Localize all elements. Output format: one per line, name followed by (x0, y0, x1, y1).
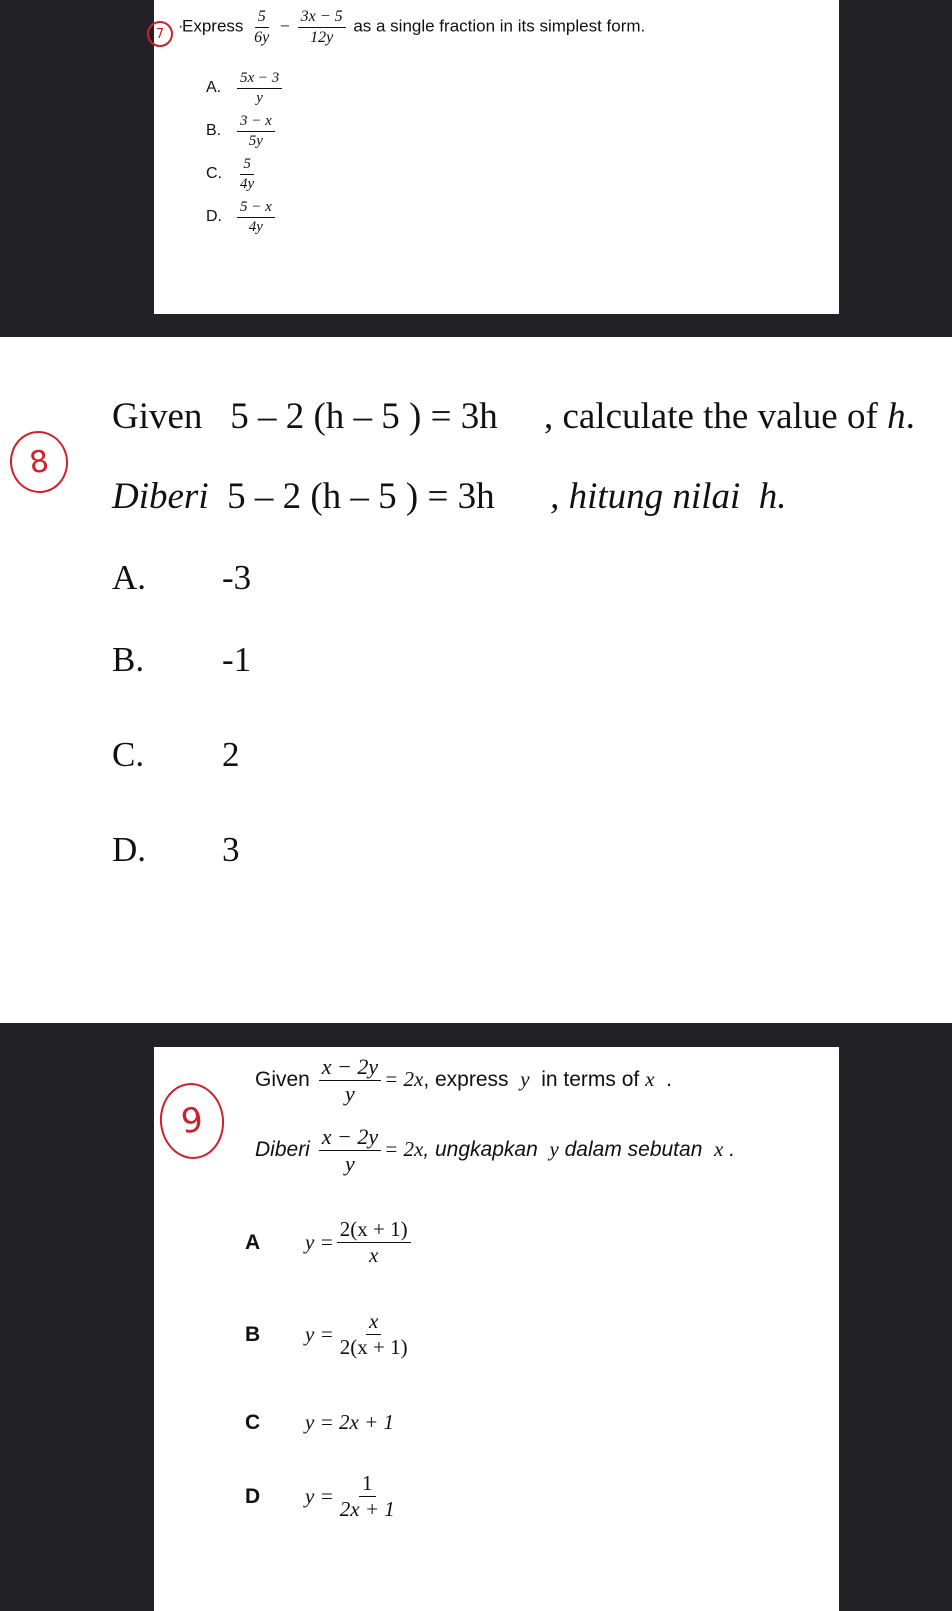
variable-h: h (887, 396, 906, 437)
option-lhs: y = 2x + 1 (305, 1410, 394, 1434)
q8-option-d[interactable] (112, 830, 240, 870)
variable-y: y (549, 1137, 559, 1162)
denominator: y (256, 89, 263, 106)
stem-text: , express (423, 1068, 509, 1092)
variable-x: x (714, 1137, 724, 1162)
question-8-number: 8 (27, 443, 51, 481)
numerator: 5 (240, 156, 254, 175)
question-8-panel (0, 337, 952, 1023)
stem-text: as a single fraction in its simplest form. (353, 16, 646, 36)
option-fraction (337, 1218, 411, 1267)
q8-stem-english (112, 395, 915, 438)
stem-fraction (319, 1125, 381, 1176)
numerator: x − 2y (319, 1055, 381, 1081)
numerator: 3 − x (237, 113, 275, 132)
numerator: x (366, 1310, 381, 1335)
q7-option-d[interactable] (206, 199, 278, 235)
option-fraction (337, 1310, 411, 1359)
question-7-number: 7 (155, 26, 165, 42)
q9-option-d[interactable] (245, 1472, 401, 1521)
option-label: B (245, 1322, 261, 1346)
denominator: x (369, 1243, 379, 1268)
variable-y: y (520, 1067, 530, 1092)
question-7-stem (182, 8, 645, 46)
stem-text: dalam sebutan (564, 1138, 703, 1162)
variable-x: x (645, 1067, 655, 1092)
option-value: 3 (222, 830, 240, 869)
q8-option-b[interactable] (112, 640, 251, 680)
q9-option-a[interactable] (245, 1218, 414, 1267)
denominator: 2x + 1 (339, 1497, 395, 1522)
denominator: 5y (248, 132, 263, 149)
option-fraction (337, 1472, 398, 1521)
fraction-3x-5-over-12y (298, 8, 346, 46)
fraction-5-over-6y (251, 8, 272, 46)
denominator: y (345, 1081, 355, 1107)
stem-text: , calculate the value of (543, 396, 878, 437)
q9-stem-english (255, 1055, 672, 1106)
denominator: 6y (254, 28, 270, 46)
q8-stem-malay (112, 475, 787, 518)
option-lhs: y = (305, 1484, 334, 1509)
q8-option-a[interactable] (112, 558, 251, 598)
option-value: -1 (222, 640, 252, 679)
equation: 5 – 2 (h – 5 ) = 3h (227, 476, 495, 517)
option-label: C (245, 1410, 261, 1434)
question-7-number-circle (147, 21, 173, 47)
stem-text: , ungkapkan (423, 1138, 538, 1162)
period: . (729, 1138, 736, 1162)
option-fraction (237, 70, 282, 106)
q7-option-b[interactable] (206, 113, 278, 149)
q9-option-c[interactable] (245, 1410, 394, 1435)
denominator: 12y (310, 28, 334, 46)
option-value: 2 (222, 735, 240, 774)
option-label: B. (206, 122, 222, 139)
given-word: Given (112, 396, 203, 437)
option-label: C. (112, 735, 145, 774)
stem-text: Express (182, 16, 244, 36)
option-fraction (237, 113, 275, 149)
stem-text: in terms of (541, 1068, 640, 1092)
option-label: B. (112, 640, 145, 679)
option-label: D. (112, 830, 147, 869)
option-label: A (245, 1230, 261, 1254)
numerator: 5 − x (237, 199, 275, 218)
variable-h: h (758, 476, 778, 517)
option-label: A. (206, 79, 222, 96)
stem-fraction (319, 1055, 381, 1106)
equation-rhs: = 2x (384, 1137, 424, 1162)
given-word: Given (255, 1068, 310, 1092)
q9-option-b[interactable] (245, 1310, 414, 1359)
denominator: 4y (240, 175, 255, 192)
option-label: A. (112, 558, 147, 597)
numerator: 1 (359, 1472, 376, 1497)
option-label: C. (206, 165, 222, 182)
numerator: 3x − 5 (298, 8, 346, 28)
given-word: Diberi (112, 476, 209, 517)
numerator: 5 (255, 8, 269, 28)
denominator: 4y (248, 218, 263, 235)
denominator: 2(x + 1) (339, 1335, 408, 1360)
equation-rhs: = 2x (384, 1067, 424, 1092)
q9-stem-malay (255, 1125, 735, 1176)
equation: 5 – 2 (h – 5 ) = 3h (230, 396, 498, 437)
question-9-number: 9 (179, 1099, 205, 1143)
option-lhs: y = (305, 1322, 334, 1347)
q7-option-a[interactable] (206, 70, 285, 106)
period: . (777, 476, 787, 517)
numerator: 5x − 3 (237, 70, 282, 89)
option-value: -3 (222, 558, 252, 597)
q8-option-c[interactable] (112, 735, 240, 775)
given-word: Diberi (255, 1138, 310, 1162)
denominator: y (345, 1151, 355, 1177)
q7-option-c[interactable] (206, 156, 260, 192)
numerator: x − 2y (319, 1125, 381, 1151)
numerator: 2(x + 1) (337, 1218, 411, 1243)
option-label: D (245, 1484, 261, 1508)
period: . (666, 1068, 672, 1092)
stem-text: , hitung nilai (550, 476, 741, 517)
bullet-dot: · (178, 18, 184, 35)
option-lhs: y = (305, 1230, 334, 1255)
minus-sign: − (280, 16, 290, 36)
option-fraction (237, 156, 257, 192)
period: . (905, 396, 915, 437)
option-label: D. (206, 208, 222, 225)
option-fraction (237, 199, 275, 235)
